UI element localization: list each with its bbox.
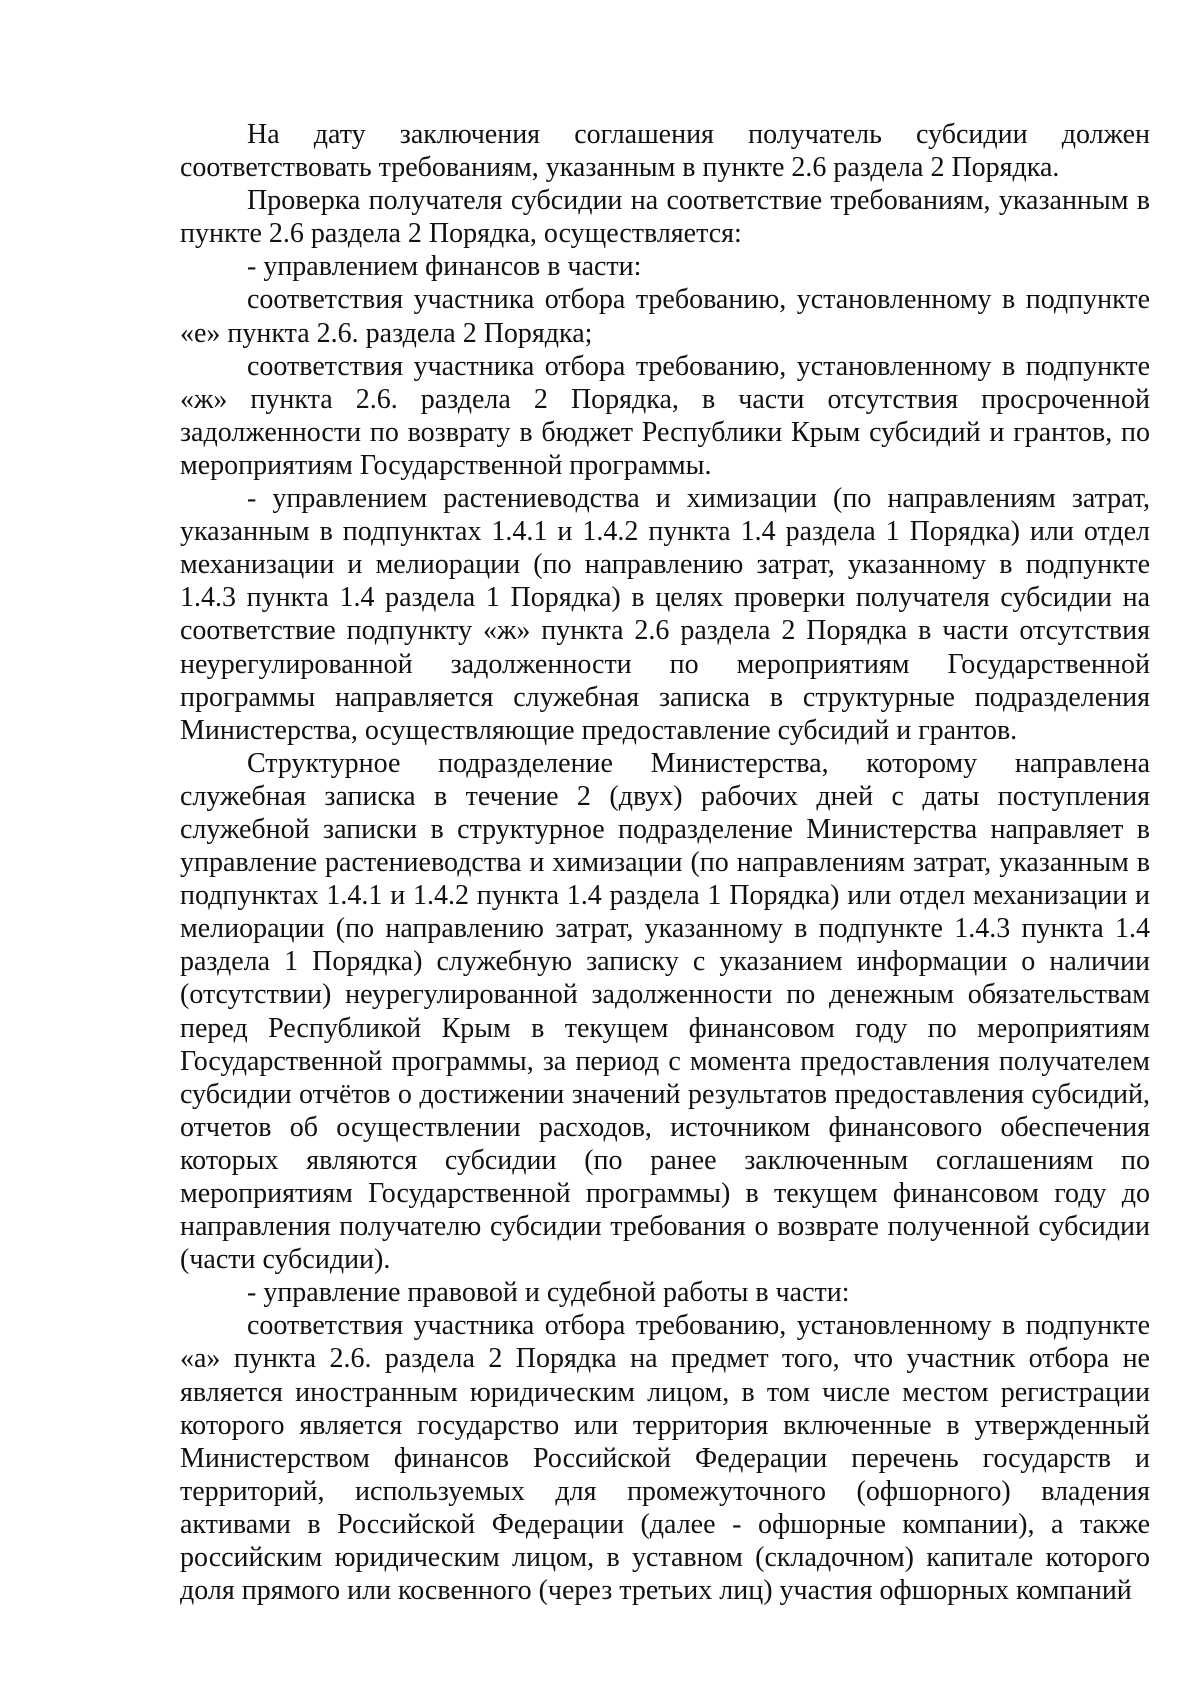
paragraph-subclause-zh-debt: соответствия участника отбора требованию, установленному в подпункте «ж» пункта 2.6. раздела 2 Порядка, в части отсутствия просроченной задолженности по возврату в бюджет Республики Крым субсидий и грантов, по мероприятиям Государственной программы. [180, 350, 1150, 481]
document-body [180, 118, 1150, 1607]
paragraph-subclause-a-offshore: соответствия участника отбора требованию, установленному в подпункте «а» пункта 2.6. раздела 2 Порядка на предмет того, что участник отбора не является иностранным юридическим лицом, в том числе местом регистрации которого является государство или территория включенные в утвержденный Министерством финансов Российской Федерации перечень государств и территорий, используемых для промежуточного (офшорного) владения активами в Российской Федерации (далее - офшорные компании), а также российским юридическим лицом, в уставном (складочном) капитале которого доля прямого или косвенного (через третьих лиц) участия офшорных компаний [180, 1310, 1150, 1607]
paragraph-structural-unit: Структурное подразделение Министерства, которому направлена служебная записка в течение 2 (двух) рабочих дней с даты поступления служебной записки в структурное подразделение Министерства направляет в управление растениеводства и химизации (по направлениям затрат, указанным в подпунктах 1.4.1 и 1.4.2 пункта 1.4 раздела 1 Порядка) или отдел механизации и мелиорации (по направлению затрат, указанному в подпункте 1.4.3 пункта 1.4 раздела 1 Порядка) служебную записку с указанием информации о наличии (отсутствии) неурегулированной задолженности по денежным обязательствам перед Республикой Крым в текущем финансовом году по мероприятиям Государственной программы, за период с момента предоставления получателем субсидии отчётов о достижении значений результатов предоставления субсидий, отчетов об осуществлении расходов, источником финансового обеспечения которых являются субсидии (по ранее заключенным соглашениям по мероприятиям Государственной программы) в текущем финансовом году до направления получателю субсидии требования о возврате полученной субсидии (части субсидии). [180, 747, 1150, 1276]
paragraph-legal-department: - управление правовой и судебной работы в части: [247, 1277, 850, 1309]
paragraph-finance-department: - управлением финансов в части: [247, 251, 642, 283]
paragraph-verification-intro: Проверка получателя субсидии на соответствие требованиям, указанным в пункте 2.6 раздела 2 Порядка, осуществляется: [180, 185, 1150, 250]
paragraph-crop-department: - управлением растениеводства и химизации (по направлениям затрат, указанным в подпунктах 1.4.1 и 1.4.2 пункта 1.4 раздела 1 Порядка) или отдел механизации и мелиорации (по направлению затрат, указанному в подпункте 1.4.3 пункта 1.4 раздела 1 Порядка) в целях проверки получателя субсидии на соответствие подпункту «ж» пункта 2.6 раздела 2 Порядка в части отсутствия неурегулированной задолженности по мероприятиям Государственной программы направляется служебная записка в структурные подразделения Министерства, осуществляющие предоставление субсидий и грантов. [180, 483, 1150, 746]
paragraph-subclause-e: соответствия участника отбора требованию, установленному в подпункте «е» пункта 2.6. раздела 2 Порядка; [180, 284, 1150, 349]
paragraph-signing-requirement: На дату заключения соглашения получатель субсидии должен соответствовать требованиям, указанным в пункте 2.6 раздела 2 Порядка. [180, 119, 1150, 184]
